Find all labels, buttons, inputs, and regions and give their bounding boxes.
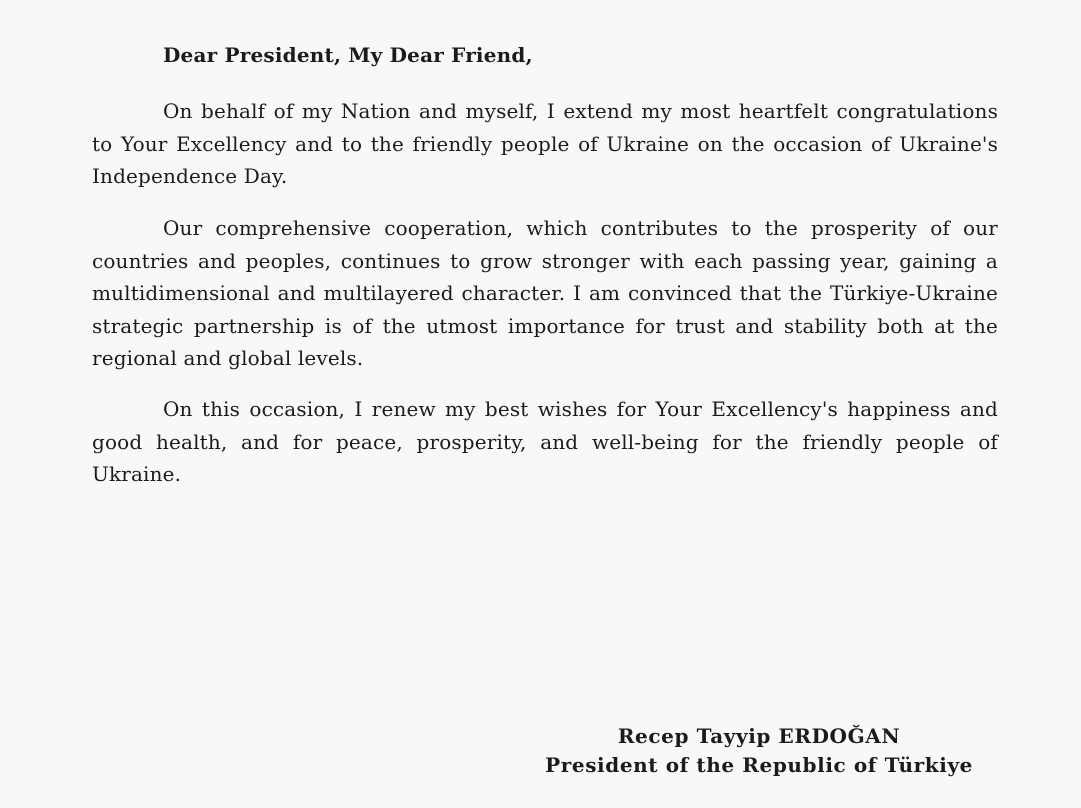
letter-paragraph-1: On behalf of my Nation and myself, I extend my most heartfelt congratulations to Your Excellency and to the friendly people of Ukraine on the occasion of Ukraine's Independence Day. [92,99,998,188]
letter-paragraph-2: Our comprehensive cooperation, which contributes to the prosperity of our countries and peoples, continues to grow stronger with each passing year, gaining a multidimensional and multilayered character. I am convinced that the Türkiye-Ukraine strategic partnership is of the utmost importance for trust and stability both at the regional and global levels. [92,216,998,370]
letter-salutation: Dear President, My Dear Friend, [163,43,533,67]
letter-paragraph-3: On this occasion, I renew my best wishes for Your Excellency's happiness and good health, and for peace, prosperity, and well-being for the friendly people of Ukraine. [92,397,998,486]
signatory-name: Recep Tayyip ERDOĞAN [617,724,901,748]
signatory-title: President of the Republic of Türkiye [545,753,973,777]
signature-block [545,722,973,780]
